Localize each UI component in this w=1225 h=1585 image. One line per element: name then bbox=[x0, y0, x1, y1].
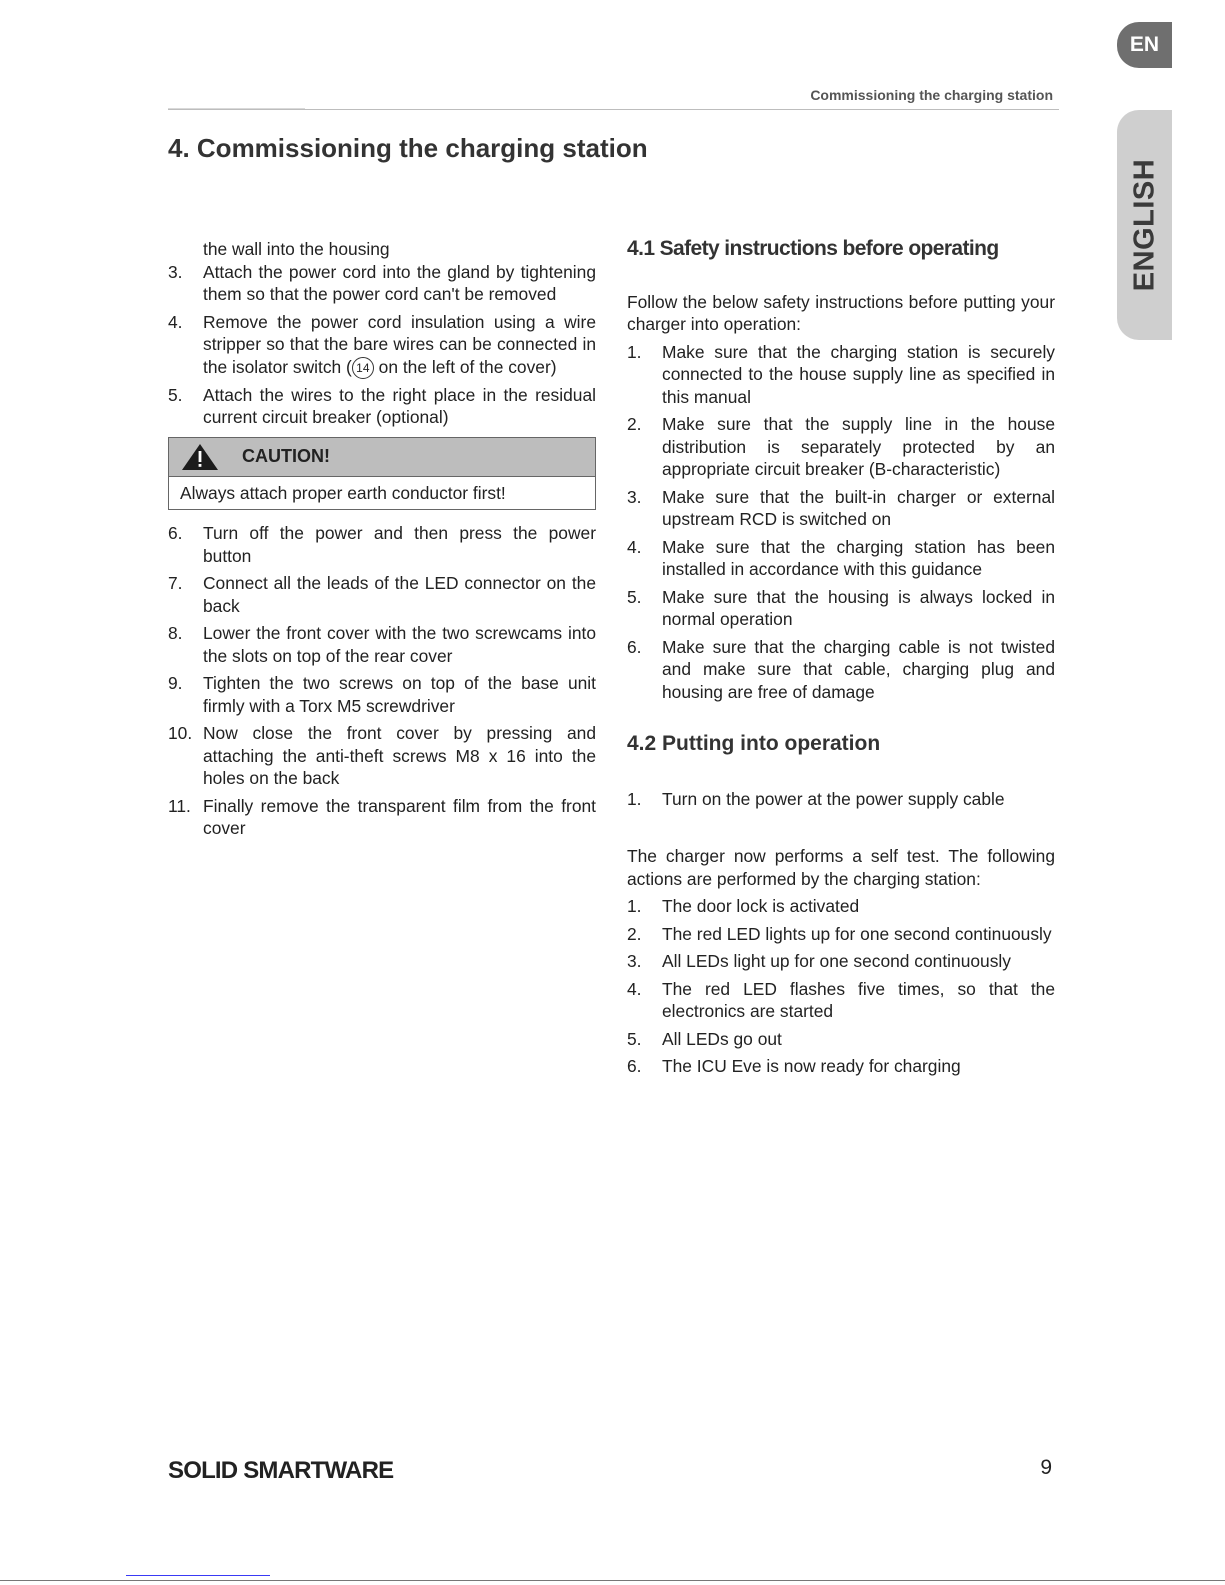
step-text: Tighten the two screws on top of the base unit firmly with a Torx M5 screwdriver bbox=[203, 673, 596, 716]
power-on-steps bbox=[627, 788, 1055, 811]
step-number: 4. bbox=[168, 311, 183, 332]
step-text: Connect all the leads of the LED connector on the back bbox=[203, 573, 596, 616]
list-item bbox=[627, 636, 1055, 704]
step-text: The red LED flashes five times, so that the electronics are started bbox=[662, 978, 1055, 1021]
safety-steps bbox=[627, 341, 1055, 704]
list-item bbox=[627, 1055, 1055, 1078]
step-number: 8. bbox=[168, 623, 183, 643]
list-item bbox=[168, 261, 596, 306]
step-number: 7. bbox=[168, 573, 183, 593]
step-number: 6. bbox=[168, 523, 183, 543]
step-text: Make sure that the charging station is securely connected to the house supply line as specified in this manual bbox=[662, 341, 1055, 407]
list-item bbox=[627, 978, 1055, 1023]
caution-header bbox=[169, 438, 595, 477]
safety-intro: Follow the below safety instructions before putting your charger into operation: bbox=[627, 291, 1055, 334]
installation-steps-part-2 bbox=[168, 522, 596, 840]
step-text: Turn off the power and then press the power button bbox=[203, 523, 596, 566]
list-item bbox=[627, 950, 1055, 973]
list-item bbox=[627, 413, 1055, 481]
step-number: 1. bbox=[627, 341, 642, 362]
step-text: Make sure that the charging station has been installed in accordance with this guidance bbox=[662, 536, 1055, 579]
step-number: 1. bbox=[627, 788, 642, 809]
caution-text: Always attach proper earth conductor first! bbox=[180, 482, 506, 503]
step-number: 2. bbox=[627, 923, 642, 944]
list-item bbox=[627, 586, 1055, 631]
list-item bbox=[627, 895, 1055, 918]
list-item bbox=[627, 486, 1055, 531]
right-column bbox=[627, 238, 1055, 1083]
running-header: Commissioning the charging station bbox=[810, 87, 1053, 103]
continued-step-text: the wall into the housing bbox=[203, 239, 390, 259]
language-tab-english bbox=[1117, 110, 1172, 340]
list-item bbox=[168, 572, 596, 617]
step-text: The ICU Eve is now ready for charging bbox=[662, 1056, 961, 1076]
step-number: 1. bbox=[627, 896, 642, 916]
caution-box bbox=[168, 437, 596, 511]
step-number: 2. bbox=[627, 414, 642, 434]
self-test-intro: The charger now performs a self test. The following actions are performed by the charging station: bbox=[627, 846, 1055, 889]
warning-triangle-icon bbox=[181, 443, 219, 471]
page-title: 4. Commissioning the charging station bbox=[168, 133, 648, 163]
page-bottom-link-underline bbox=[126, 1575, 270, 1576]
list-item bbox=[168, 795, 596, 840]
page-number: 9 bbox=[1040, 1456, 1052, 1479]
step-text: Make sure that the charging cable is not twisted and make sure that cable, charging plug and housing are free of damage bbox=[662, 636, 1055, 702]
section-heading-safety: 4.1 Safety instructions before operating bbox=[627, 237, 999, 260]
step-number: 9. bbox=[168, 673, 183, 693]
step-text: All LEDs light up for one second continuously bbox=[662, 951, 1011, 971]
list-item bbox=[168, 672, 596, 717]
step-text-end: on the left of the cover) bbox=[373, 356, 557, 377]
step-text: The door lock is activated bbox=[662, 896, 860, 916]
step-number: 5. bbox=[627, 586, 642, 607]
step-text: The red LED lights up for one second continuously bbox=[662, 923, 1052, 944]
installation-steps-part-1 bbox=[168, 261, 596, 429]
list-item bbox=[168, 622, 596, 667]
step-number: 5. bbox=[168, 384, 183, 405]
list-item bbox=[627, 1028, 1055, 1051]
list-item bbox=[168, 522, 596, 567]
step-text: Make sure that the built-in charger or external upstream RCD is switched on bbox=[662, 486, 1055, 529]
step-text: Attach the wires to the right place in the residual current circuit breaker (optional) bbox=[203, 384, 596, 427]
component-reference-marker: 14 bbox=[352, 357, 374, 379]
list-item bbox=[627, 536, 1055, 581]
step-number: 4. bbox=[627, 978, 642, 999]
header-rule bbox=[168, 109, 1059, 110]
list-item bbox=[168, 311, 596, 379]
step-text: Now close the front cover by pressing and attaching the anti-theft screws M8 x 16 into the holes on the back bbox=[203, 723, 596, 788]
section-heading-operation: 4.2 Putting into operation bbox=[627, 732, 881, 755]
step-text: All LEDs go out bbox=[662, 1028, 782, 1049]
caution-label: CAUTION! bbox=[242, 446, 330, 467]
step-number: 10. bbox=[168, 723, 193, 743]
brand-logo: SOLID SMARTWARE bbox=[168, 1457, 394, 1484]
list-item bbox=[168, 722, 596, 790]
step-number: 3. bbox=[168, 261, 183, 282]
list-item bbox=[627, 788, 1055, 811]
step-number: 5. bbox=[627, 1028, 642, 1049]
step-text: Remove the power cord insulation using a wire stripper so that the bare wires can be connected in the isolator switch ( bbox=[203, 311, 596, 377]
page-bottom-rule bbox=[0, 1580, 1225, 1581]
language-tab-label: ENGLISH bbox=[1128, 158, 1161, 292]
step-number: 6. bbox=[627, 1056, 642, 1076]
step-text: Finally remove the transparent film from the front cover bbox=[203, 795, 596, 838]
list-item bbox=[627, 341, 1055, 409]
step-number: 3. bbox=[627, 951, 642, 971]
step-number: 11. bbox=[168, 795, 191, 816]
step-text: Make sure that the supply line in the house distribution is separately protected by an appropriate circuit breaker (B-characteristic) bbox=[662, 414, 1055, 479]
step-number: 6. bbox=[627, 636, 642, 657]
step-text: Lower the front cover with the two screwcams into the slots on top of the rear cover bbox=[203, 623, 596, 666]
list-item bbox=[168, 384, 596, 429]
self-test-steps bbox=[627, 895, 1055, 1078]
step-text: Attach the power cord into the gland by tightening them so that the power cord can't be removed bbox=[203, 261, 596, 304]
step-number: 3. bbox=[627, 486, 642, 507]
left-column bbox=[168, 238, 596, 845]
list-item bbox=[627, 923, 1055, 946]
language-tab-en: EN bbox=[1117, 22, 1172, 68]
step-text: Make sure that the housing is always locked in normal operation bbox=[662, 586, 1055, 629]
step-number: 4. bbox=[627, 536, 642, 557]
step-text: Turn on the power at the power supply cable bbox=[662, 788, 1005, 809]
